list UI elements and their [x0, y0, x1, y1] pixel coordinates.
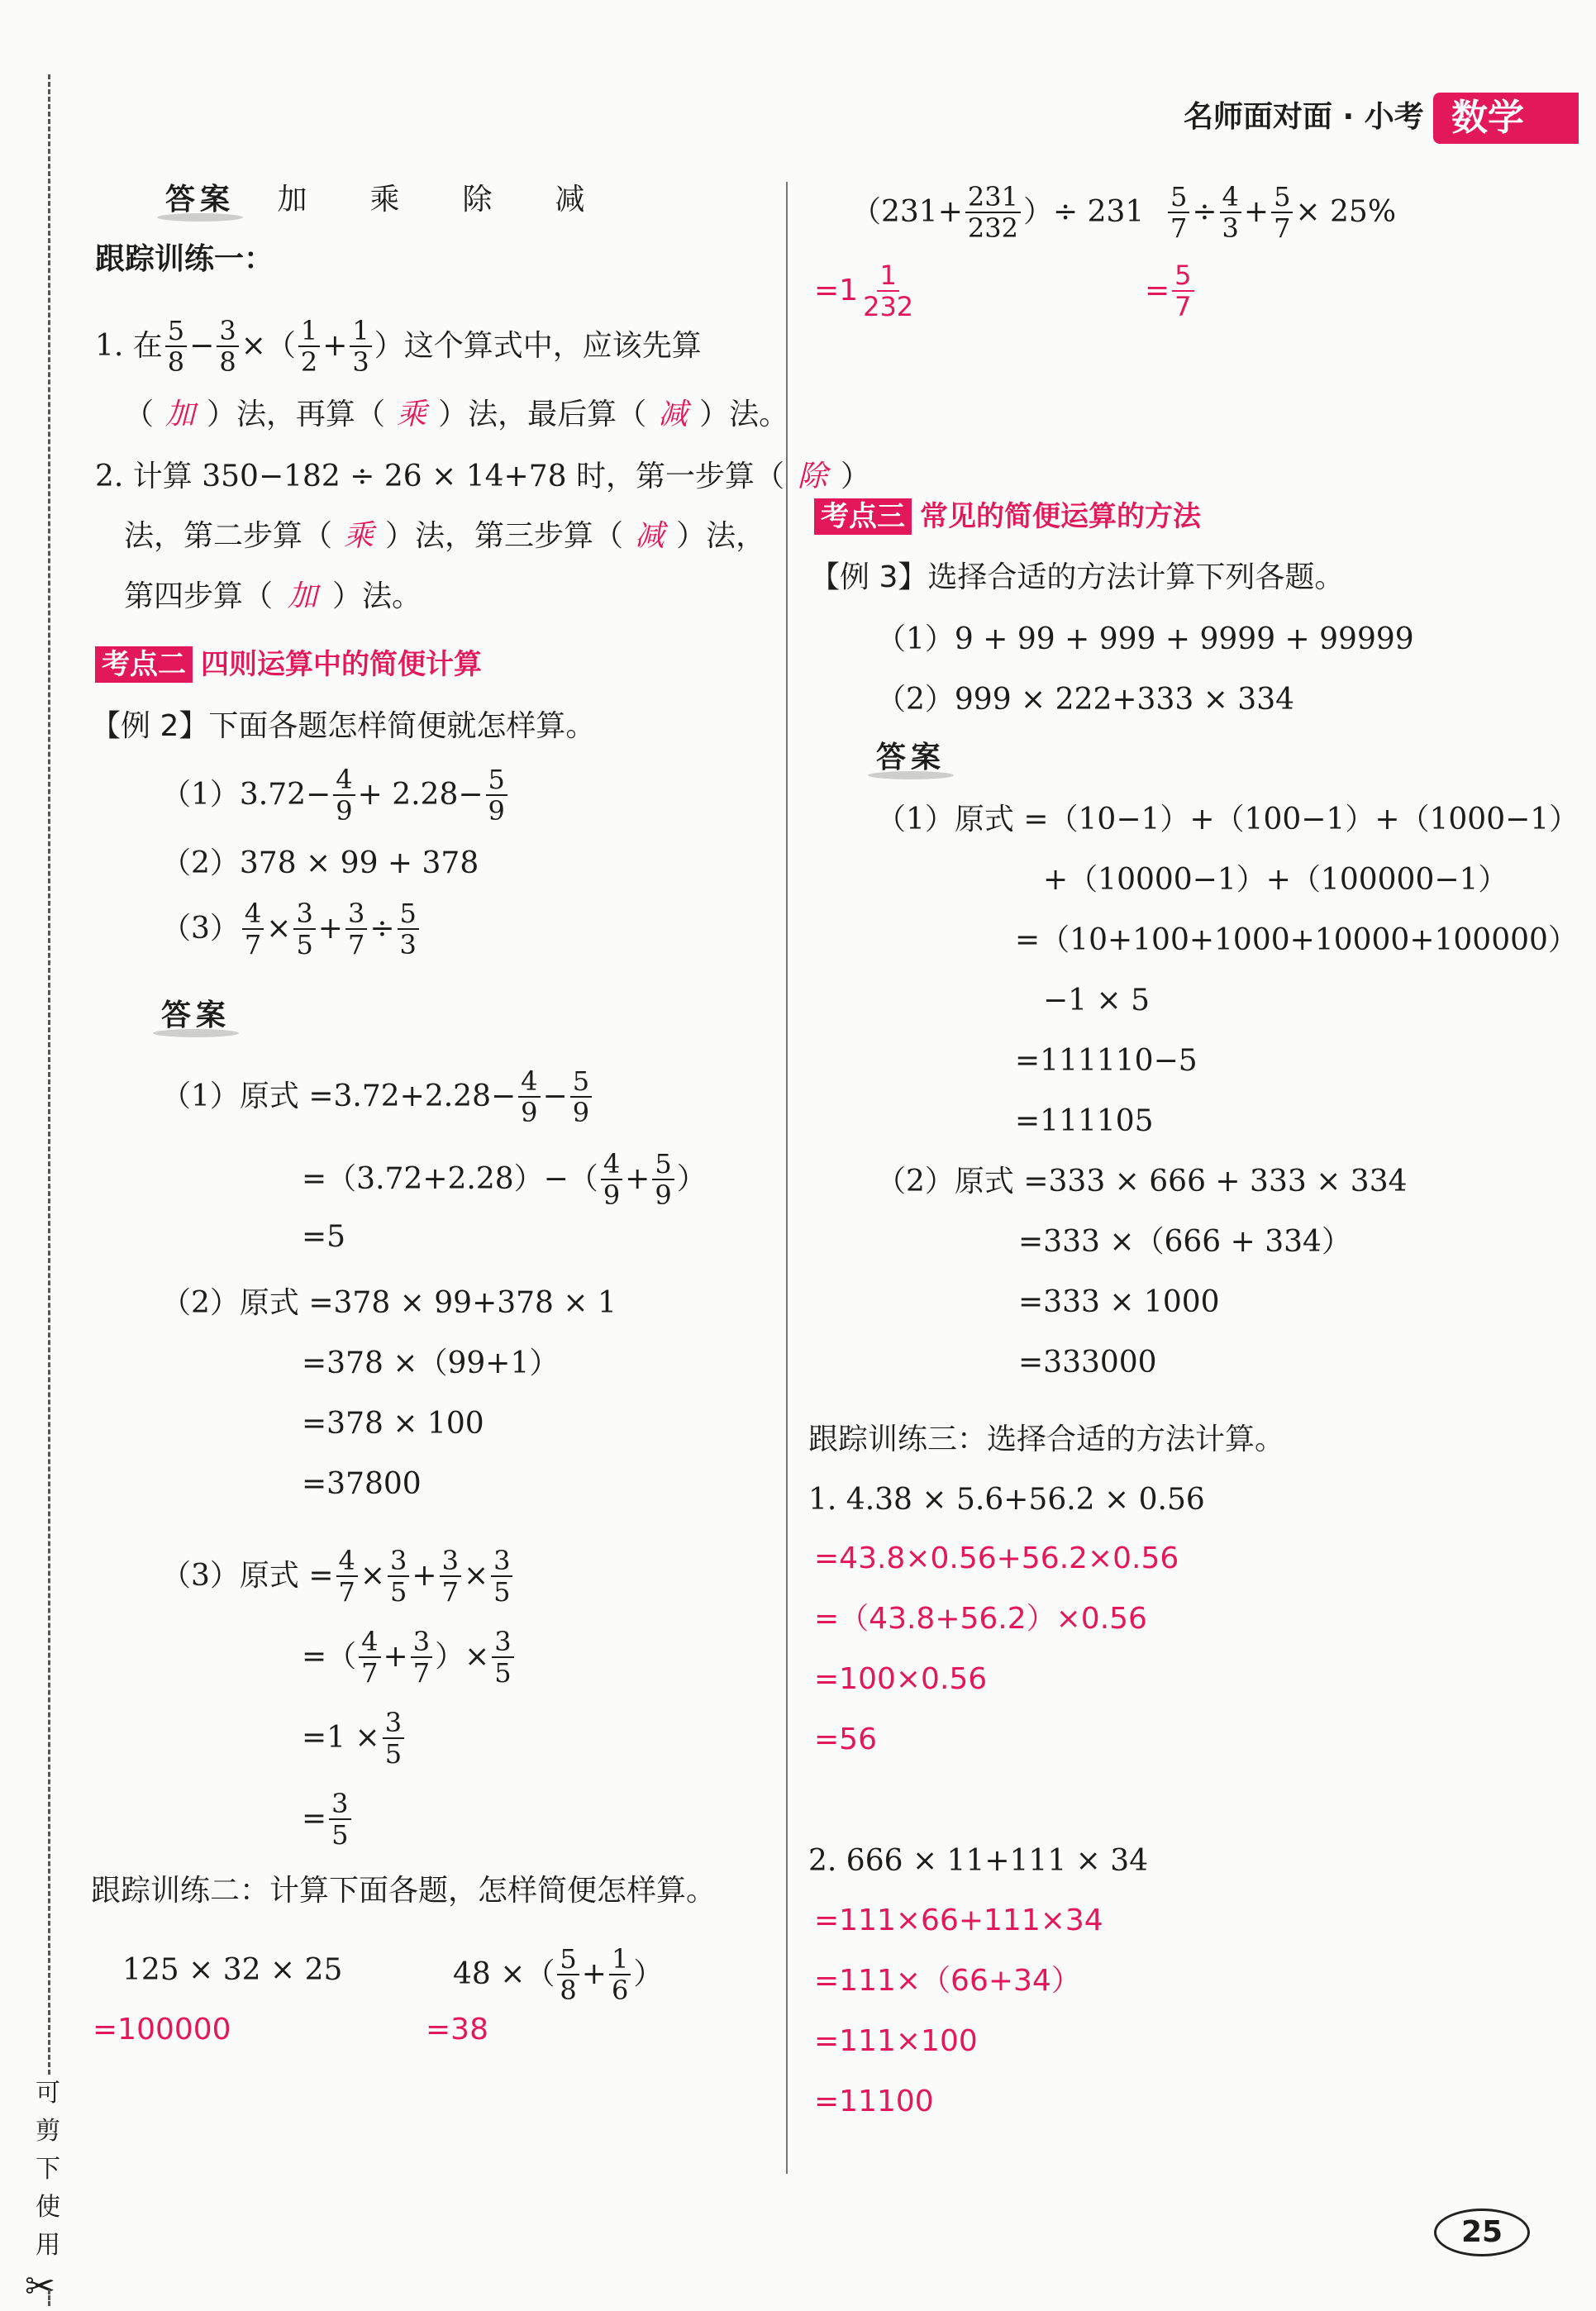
cut-char: 剪 [36, 2117, 60, 2146]
fraction: $\frac{231}{232}$ [965, 182, 1021, 243]
answer3-s1-l3: =（10+100+1000+10000+100000） [1015, 923, 1578, 957]
topic-badge: 考点二 [95, 646, 193, 683]
track1-q2-line3: 第四步算（ 加 ）法。 [124, 579, 422, 613]
fraction: $\frac{5}{9}$ [652, 1149, 674, 1210]
track3-a2-l3: =111×100 [814, 2024, 978, 2058]
ex3-p2: （2）999 × 222+333 × 334 [876, 683, 1295, 717]
fraction: $\frac{1}{6}$ [609, 1944, 631, 2005]
answer2-s2-l3: =378 × 100 [302, 1407, 484, 1441]
track3-q1: 1. 4.38 × 5.6+56.2 × 0.56 [808, 1483, 1205, 1517]
answer2-s1-l1: （1）原式 =3.72+2.28− $\frac{4}{9}$ − $\frac{5}{9}$ [161, 1066, 594, 1127]
ex2-title: 【例 2】下面各题怎样简便就怎样算。 [91, 709, 596, 743]
header-subject: 数学 [1433, 93, 1579, 144]
fraction: $\frac{4}{9}$ [518, 1066, 540, 1127]
topic2-header [95, 646, 482, 683]
ex3-title: 【例 3】选择合适的方法计算下列各题。 [810, 560, 1345, 594]
fraction: $\frac{4}{9}$ [333, 765, 355, 826]
scissors-icon: ✂ [25, 2266, 55, 2308]
track2-q1: 125 × 32 × 25 [122, 1953, 343, 1987]
cut-char: 可 [36, 2079, 60, 2108]
right-top-q2: $\frac{5}{7}$ ÷ $\frac{4}{3}$ + $\frac{5}{7}$ × 25% [1165, 182, 1396, 243]
ex3-p1: （1）9 + 99 + 999 + 9999 + 99999 [876, 622, 1414, 656]
fraction: $\frac{3}{7}$ [345, 898, 367, 960]
track3-a2-l2: =111×（66+34） [814, 1964, 1081, 1998]
track1-q1-line2: （ 加 ）法，再算（ 乘 ）法，最后算（ 减 ）法。 [124, 398, 789, 431]
answer2-label: 答案 [161, 996, 231, 1036]
track3-a2-l4: =11100 [814, 2085, 934, 2118]
fraction: $\frac{3}{5}$ [383, 1708, 404, 1769]
topic-title: 常见的简便运算的方法 [920, 500, 1201, 533]
track3-a2-l1: =111×66+111×34 [814, 1904, 1103, 1937]
track1-q2-line1: 2. 计算 350−182 ÷ 26 × 14+78 时，第一步算（ 除 ） [95, 460, 870, 493]
fraction: $\frac{5}{9}$ [486, 765, 507, 826]
track3-a1-l3: =100×0.56 [814, 1662, 988, 1696]
header-brand: 名师面对面 · 小考 [1184, 100, 1424, 134]
fraction: $\frac{4}{7}$ [242, 898, 264, 960]
track3-title: 跟踪训练三：选择合适的方法计算。 [808, 1422, 1285, 1456]
fraction: $\frac{5}{3}$ [398, 898, 419, 960]
fraction: $\frac{5}{7}$ [1172, 260, 1193, 322]
topic-title: 四则运算中的简便计算 [201, 648, 482, 681]
fraction: $\frac{3}{8}$ [217, 316, 238, 377]
answer3-s2-l1: （2）原式 =333 × 666 + 333 × 334 [876, 1165, 1408, 1198]
answer3-s1-l5: =111110−5 [1015, 1044, 1198, 1078]
fraction: $\frac{3}{7}$ [411, 1627, 432, 1688]
answer2-s3-l1: （3）原式 = $\frac{4}{7}$ × $\frac{3}{5}$ + $\frac{3}{7}$ × $\frac{3}{5}$ [161, 1546, 515, 1607]
cut-hint [31, 2075, 64, 2265]
answer3-s2-l2: =333 ×（666 + 334） [1018, 1225, 1351, 1259]
track1-title: 跟踪训练一： [95, 242, 274, 276]
right-top-a2: = $\frac{5}{7}$ [1145, 260, 1197, 322]
answer3-s2-l4: =333000 [1018, 1346, 1157, 1379]
ex2-p1: （1）3.72− $\frac{4}{9}$ + 2.28− $\frac{5}{9}$ [161, 765, 510, 826]
track3-a1-l4: =56 [814, 1723, 877, 1756]
track2-a2: =38 [426, 2013, 488, 2047]
fraction: $\frac{3}{5}$ [329, 1789, 350, 1850]
q1-prefix: 1. 在 [95, 329, 163, 363]
answer2-s3-l4: = $\frac{3}{5}$ [302, 1789, 354, 1850]
answer3-s2-l3: =333 × 1000 [1018, 1285, 1220, 1319]
answer2-s3-l3: =1 × $\frac{3}{5}$ [302, 1708, 407, 1769]
answer3-s1-l6: =111105 [1015, 1104, 1154, 1138]
answer3-label: 答案 [876, 738, 946, 778]
fraction: $\frac{4}{9}$ [601, 1149, 622, 1210]
topic3-header [814, 498, 1201, 535]
answer2-s2-l2: =378 ×（99+1） [302, 1346, 560, 1380]
fraction: $\frac{3}{5}$ [293, 898, 315, 960]
fraction: $\frac{5}{7}$ [1168, 182, 1189, 243]
ex2-p2: （2）378 × 99 + 378 [161, 846, 479, 880]
cut-line-bottom [48, 2290, 50, 2306]
track3-a1-l1: =43.8×0.56+56.2×0.56 [814, 1541, 1179, 1575]
fraction: $\frac{5}{9}$ [570, 1066, 592, 1127]
track2-q2: 48 ×（ $\frac{5}{8}$ + $\frac{1}{6}$ ） [453, 1943, 664, 2006]
cut-char: 用 [36, 2231, 60, 2260]
fraction: $\frac{1}{2}$ [298, 316, 320, 377]
fraction: $\frac{3}{5}$ [388, 1546, 409, 1607]
answer2-s2-l4: =37800 [302, 1467, 422, 1501]
answer-label: 答案 [165, 180, 235, 220]
answer2-s3-l2: =（ $\frac{4}{7}$ + $\frac{3}{7}$ ）× $\frac{3}{5}$ [302, 1627, 517, 1688]
track1-q2-line2: 法，第二步算（ 乘 ）法，第三步算（ 减 ）法， [124, 519, 766, 553]
fraction: $\frac{3}{5}$ [491, 1546, 512, 1607]
answer1-text: 加 乘 除 减 [277, 183, 602, 217]
fraction: $\frac{5}{8}$ [557, 1944, 579, 2005]
answer2-s1-l2: =（3.72+2.28）−（ $\frac{4}{9}$ + $\frac{5}{9}$ ） [302, 1148, 707, 1211]
track2-a1: =100000 [93, 2013, 231, 2047]
answer3-s1-l2: +（10000−1）+（100000−1） [1043, 863, 1508, 897]
fraction: $\frac{3}{7}$ [440, 1546, 461, 1607]
track1-q1: 1. 在 $\frac{5}{8}$ − $\frac{3}{8}$ ×（ $\frac{1}{2}$ + $\frac{1}{3}$ ） 这个算式中，应该先算 [95, 315, 702, 378]
right-top-a1: =1 $\frac{1}{232}$ [814, 260, 918, 322]
page-number: 25 [1434, 2209, 1530, 2256]
answer2-s2-l1: （2）原式 =378 × 99+378 × 1 [161, 1286, 617, 1320]
cut-line [48, 74, 50, 2075]
track3-a1-l2: =（43.8+56.2）×0.56 [814, 1602, 1147, 1636]
fraction: $\frac{5}{7}$ [1271, 182, 1293, 243]
right-top-q1: （231+ $\frac{231}{232}$ ）÷ 231 [851, 181, 1145, 244]
cut-char: 下 [36, 2155, 60, 2184]
fraction: $\frac{5}{8}$ [165, 316, 187, 377]
ex2-p3: （3） $\frac{4}{7}$ × $\frac{3}{5}$ + $\frac{3}{7}$ ÷ $\frac{5}{3}$ [161, 898, 422, 960]
fraction: $\frac{1}{232}$ [863, 260, 914, 322]
fraction: $\frac{4}{7}$ [359, 1627, 380, 1688]
fraction: $\frac{3}{5}$ [492, 1627, 513, 1688]
answer2-s1-l3: =5 [302, 1220, 346, 1254]
answer3-s1-l4: −1 × 5 [1043, 984, 1151, 1017]
fraction: $\frac{4}{7}$ [336, 1546, 358, 1607]
q1-suffix: 这个算式中，应该先算 [403, 329, 702, 363]
fraction: $\frac{1}{3}$ [350, 316, 371, 377]
fraction: $\frac{4}{3}$ [1220, 182, 1241, 243]
track2-title: 跟踪训练二：计算下面各题，怎样简便怎样算。 [91, 1874, 717, 1908]
cut-char: 使 [36, 2193, 60, 2222]
answer1-row [165, 180, 601, 220]
track3-q2: 2. 666 × 11+111 × 34 [808, 1844, 1149, 1878]
answer3-s1-l1: （1）原式 =（10−1）+（100−1）+（1000−1） [876, 803, 1579, 836]
topic-badge: 考点三 [814, 498, 912, 535]
